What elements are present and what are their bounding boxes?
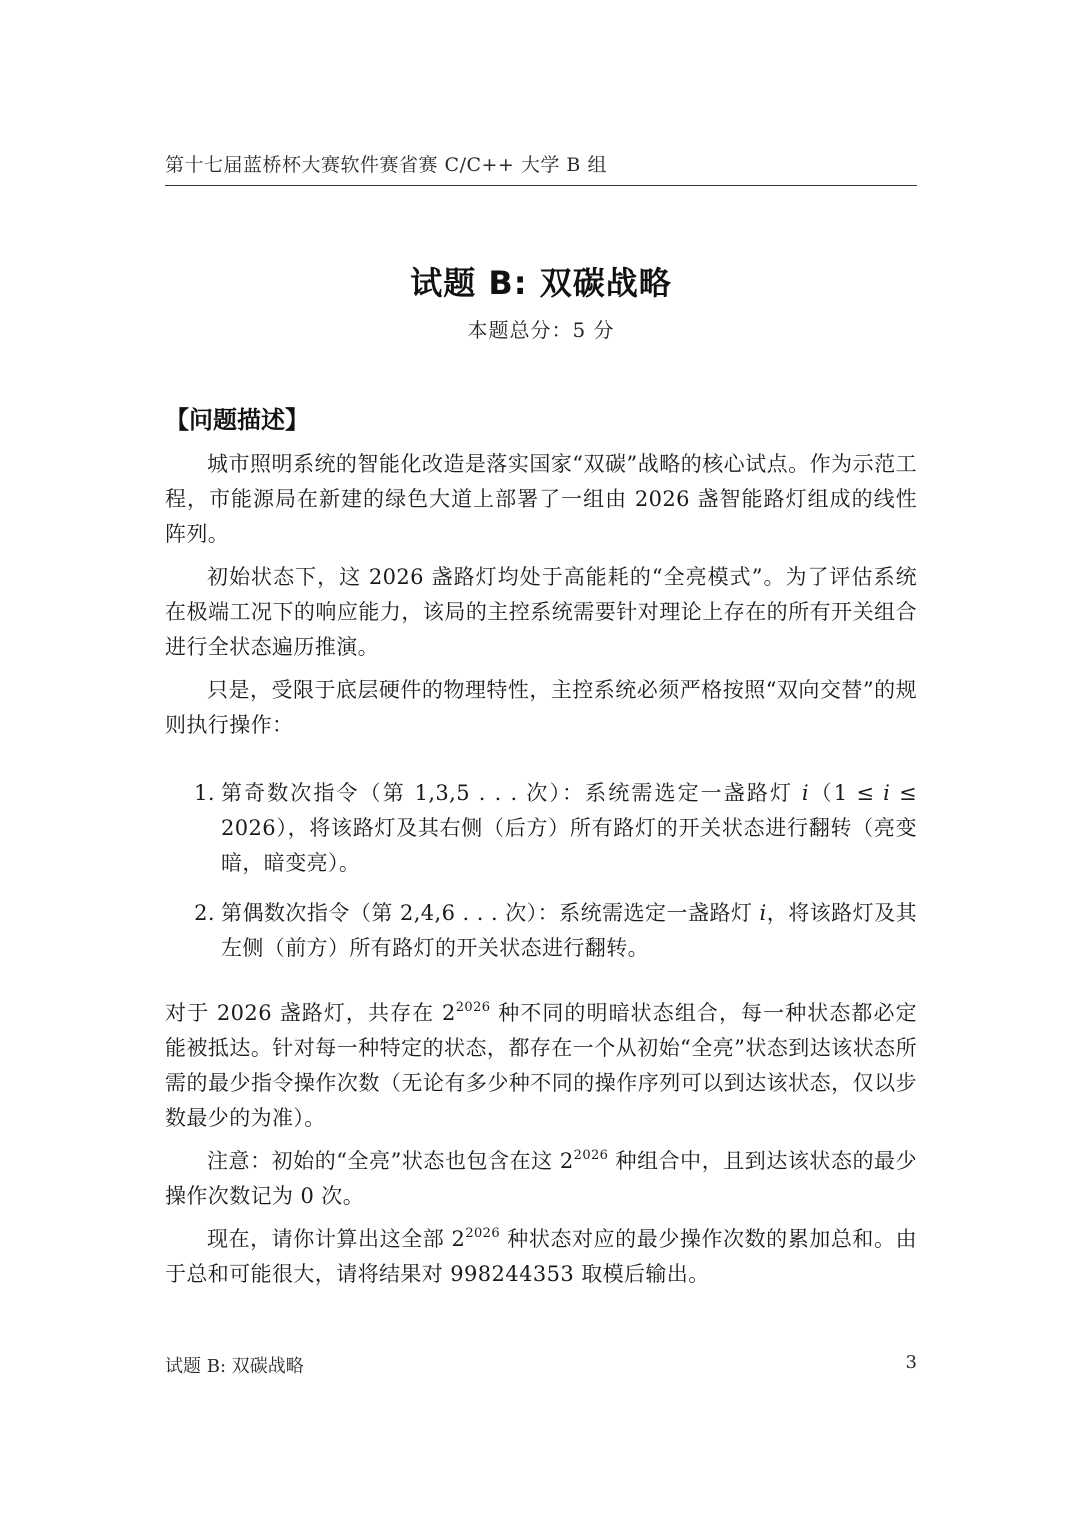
paragraph-note: 注意：初始的“全亮”状态也包含在这 $2^{2026}$ 种组合中，且到达该状态的最少操作次数记为 0 次。 [165,1148,917,1208]
paragraph-state-count: 对于 2026 盏路灯，共存在 $2^{2026}$ 种不同的明暗状态组合，每一种状态都必定能被抵达。针对每一种特定的状态，都存在一个从初始“全亮”状态到达该状态所需的最少指令操作次数（无论有多少种不同的操作序列可以到达该状态，仅以步数最少的为准）。 [165,1000,917,1130]
paragraph-initial-state: 初始状态下，这 2026 盏路灯均处于高能耗的“全亮模式”。为了评估系统在极端工况下的响应能力，该局的主控系统需要针对理论上存在的所有开关组合进行全状态遍历推演。 [165,565,917,659]
problem-body [165,447,917,1300]
list-item [165,776,917,881]
list-item-text: 第奇数次指令（第 1,3,5 . . . 次）：系统需选定一盏路灯 i（1 ≤ i ≤ 2026），将该路灯及其右侧（后方）所有路灯的开关状态进行翻转（亮变暗，暗变亮）。 [221,781,918,875]
list-item-number: 1. [194,781,215,805]
paragraph-task: 现在，请你计算出这全部 $2^{2026}$ 种状态对应的最少操作次数的累加总和。由于总和可能很大，请将结果对 998244353 取模后输出。 [165,1226,917,1286]
paragraph-intro: 城市照明系统的智能化改造是落实国家“双碳”战略的核心试点。作为示范工程，市能源局在新建的绿色大道上部署了一组由 2026 盏智能路灯组成的线性阵列。 [165,452,917,546]
page-number: 3 [905,1352,917,1373]
problem-title: 试题 B: 双碳战略 [410,264,672,302]
running-header: 第十七届蓝桥杯大赛软件赛省赛 C/C++ 大学 B 组 [165,150,917,186]
section-heading-description: 【问题描述】 [165,406,309,434]
list-item-text: 第偶数次指令（第 2,4,6 . . . 次）：系统需选定一盏路灯 i，将该路灯及其左侧（前方）所有路灯的开关状态进行翻转。 [221,901,917,960]
list-item [165,896,917,966]
paragraph-rules-intro: 只是，受限于底层硬件的物理特性，主控系统必须严格按照“双向交替”的规则执行操作： [165,678,917,737]
footer-title: 试题 B: 双碳战略 [165,1356,304,1377]
rules-list [165,776,917,966]
problem-score: 本题总分：5 分 [467,318,615,342]
list-item-number: 2. [194,901,215,925]
